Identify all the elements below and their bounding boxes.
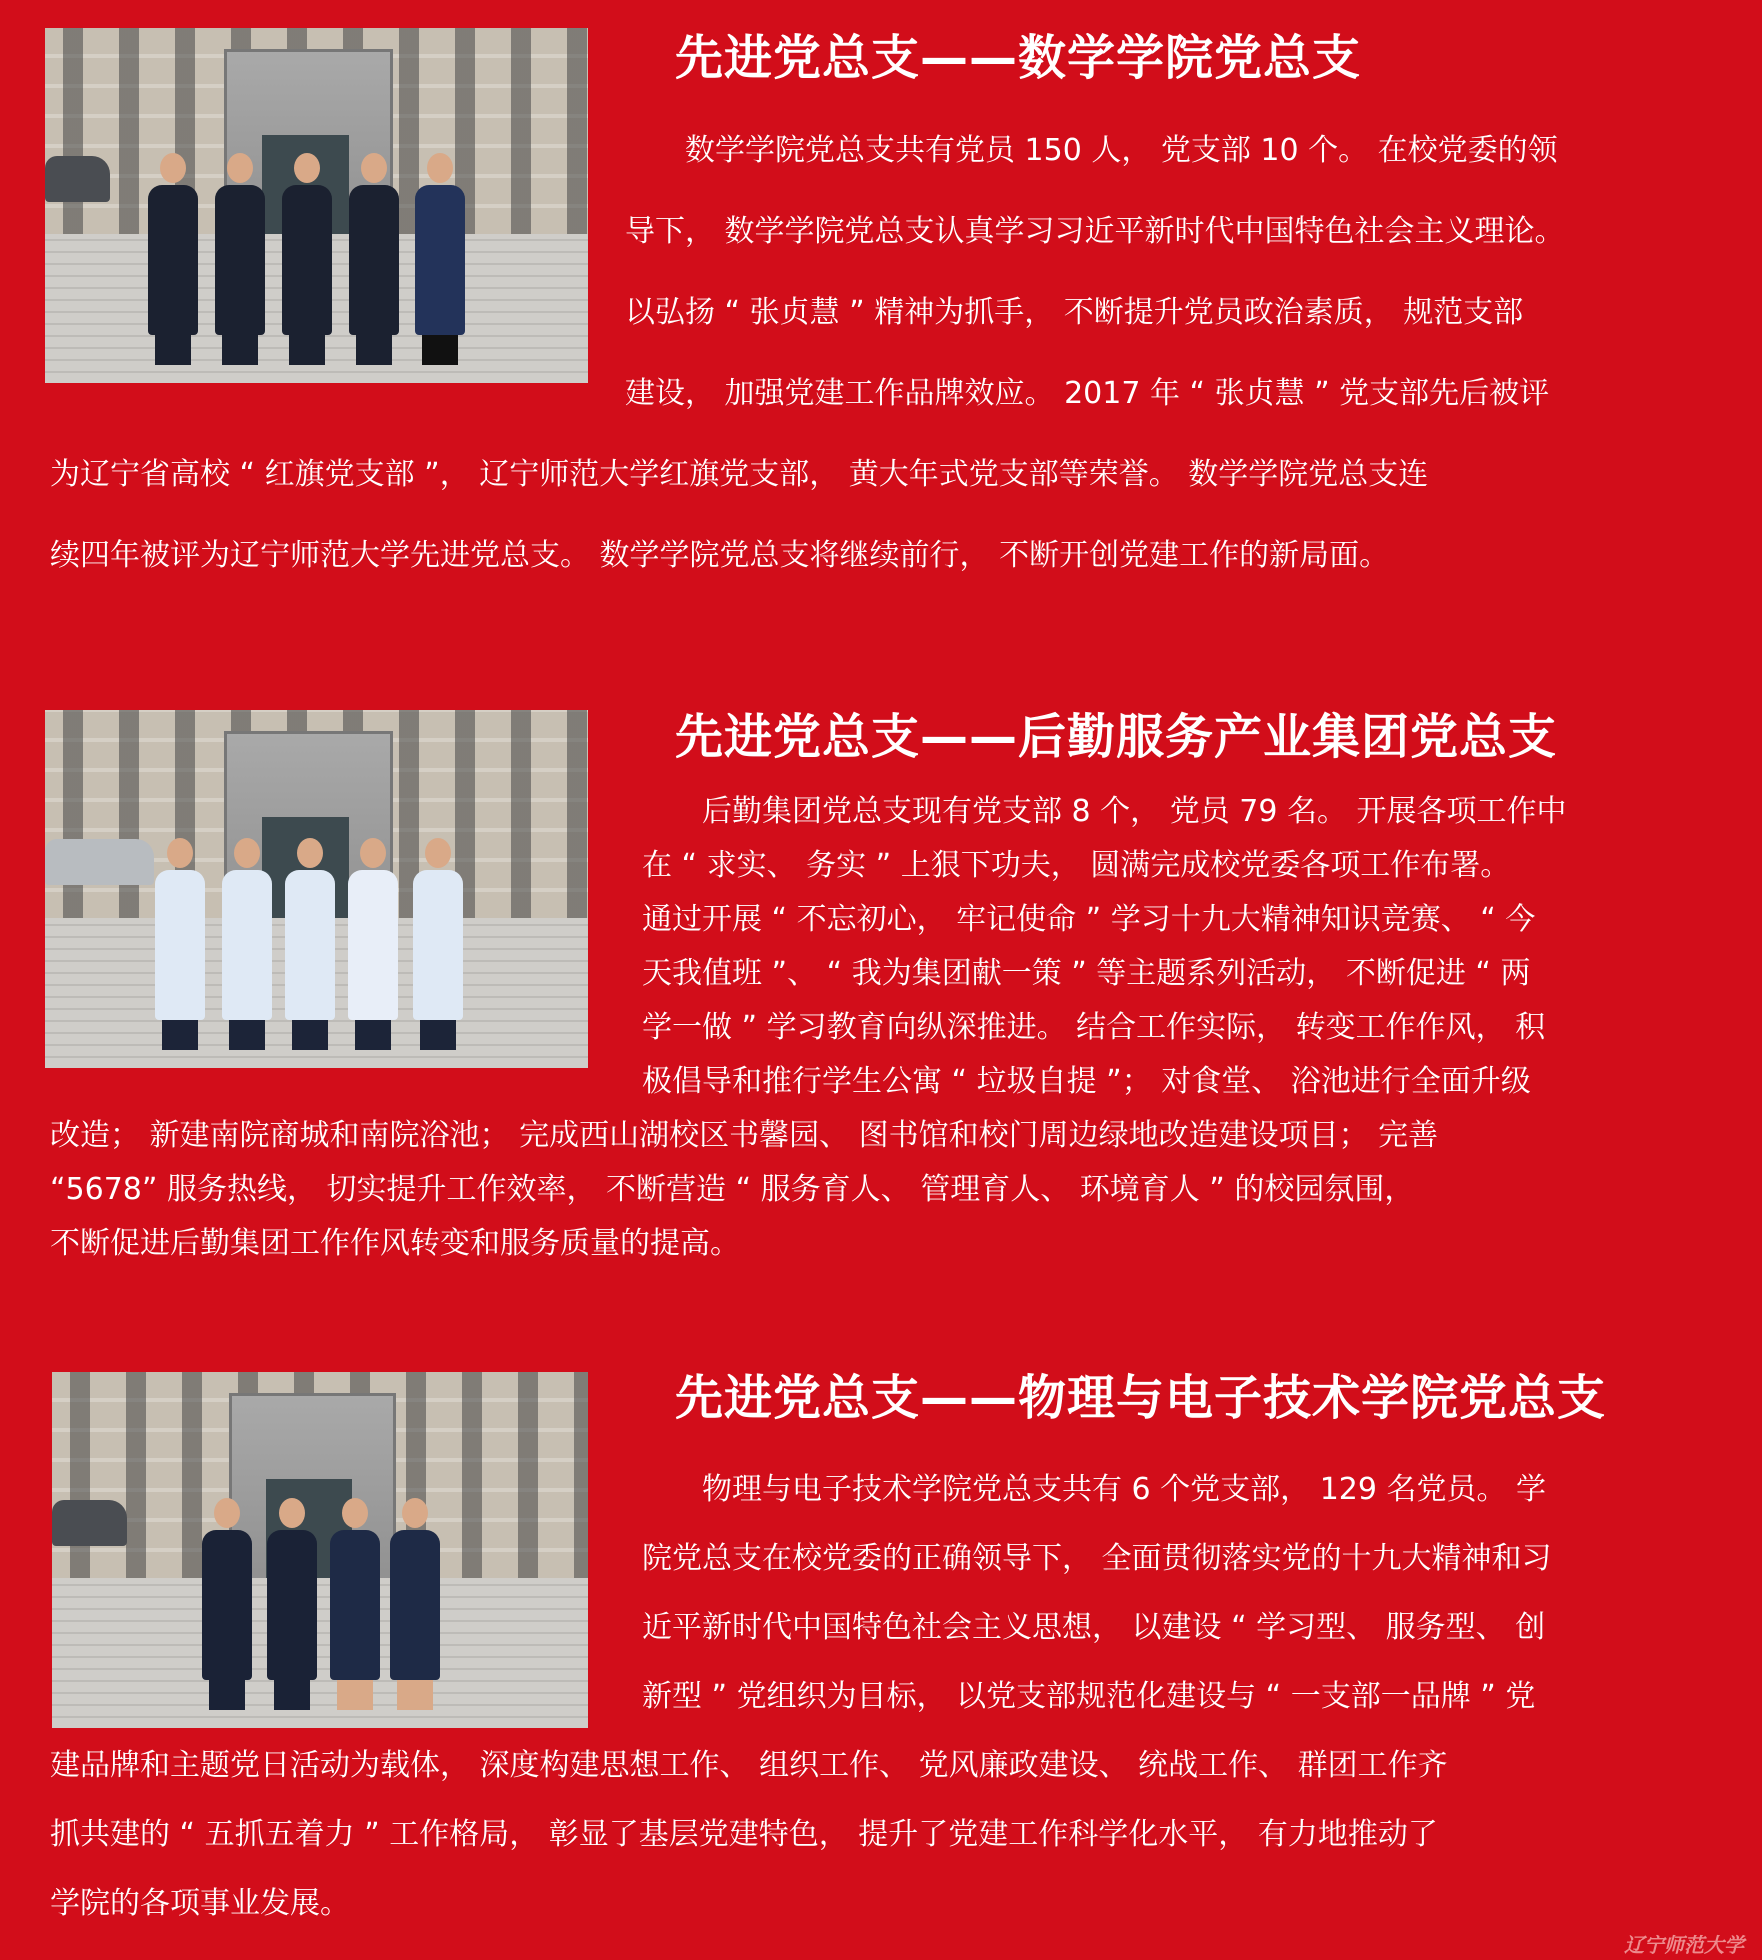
body-line: 导下， 数学学院党总支认真学习习近平新时代中国特色社会主义理论。 — [625, 214, 1565, 249]
body-line: 以弘扬 “ 张贞慧 ” 精神为抓手， 不断提升党员政治素质， 规范支部 — [625, 295, 1524, 330]
body-line: 学一做 ” 学习教育向纵深推进。 结合工作实际， 转变工作作风， 积 — [642, 1010, 1546, 1045]
body-line: 学院的各项事业发展。 — [50, 1886, 350, 1921]
body-line: 建品牌和主题党日活动为载体， 深度构建思想工作、 组织工作、 党风廉政建设、 统战工作、 群团工作齐 — [50, 1748, 1448, 1783]
body-line: 数学学院党总支共有党员 150 人， 党支部 10 个。 在校党委的领 — [625, 133, 1558, 168]
body-line: 不断促进后勤集团工作作风转变和服务质量的提高。 — [50, 1226, 740, 1261]
section-title: 先进党总支——物理与电子技术学院党总支 — [675, 1370, 1607, 1426]
body-line: 新型 ” 党组织为目标， 以党支部规范化建设与 “ 一支部一品牌 ” 党 — [642, 1679, 1536, 1714]
section-title: 先进党总支——数学学院党总支 — [675, 30, 1362, 86]
body-line: 建设， 加强党建工作品牌效应。 2017 年 “ 张贞慧 ” 党支部先后被评 — [625, 376, 1550, 411]
body-line: 院党总支在校党委的正确领导下， 全面贯彻落实党的十九大精神和习 — [642, 1541, 1552, 1576]
body-line: “5678” 服务热线， 切实提升工作效率， 不断营造 “ 服务育人、 管理育人、 环境育人 ” 的校园氛围， — [50, 1172, 1415, 1207]
body-line: 续四年被评为辽宁师范大学先进党总支。 数学学院党总支将继续前行， 不断开创党建工作的新局面。 — [50, 538, 1390, 573]
university-watermark: 辽宁师范大学 — [1624, 1933, 1744, 1957]
body-line: 在 “ 求实、 务实 ” 上狠下功夫， 圆满完成校党委各项工作布署。 — [642, 848, 1511, 883]
body-line: 通过开展 “ 不忘初心， 牢记使命 ” 学习十九大精神知识竞赛、 “ 今 — [642, 902, 1536, 937]
section-body — [50, 1455, 1730, 1938]
body-line: 后勤集团党总支现有党支部 8 个， 党员 79 名。 开展各项工作中 — [642, 794, 1567, 829]
body-line: 物理与电子技术学院党总支共有 6 个党支部， 129 名党员。 学 — [642, 1472, 1547, 1507]
body-line: 抓共建的 “ 五抓五着力 ” 工作格局， 彰显了基层党建特色， 提升了党建工作科学化水平， 有力地推动了 — [50, 1817, 1438, 1852]
body-line: 极倡导和推行学生公寓 “ 垃圾自提 ”； 对食堂、 浴池进行全面升级 — [642, 1064, 1531, 1099]
section-title: 先进党总支——后勤服务产业集团党总支 — [675, 709, 1558, 765]
body-line: 天我值班 ”、 “ 我为集团献一策 ” 等主题系列活动， 不断促进 “ 两 — [642, 956, 1531, 991]
body-line: 改造； 新建南院商城和南院浴池； 完成西山湖校区书馨园、 图书馆和校门周边绿地改造建设项目； 完善 — [50, 1118, 1439, 1153]
body-line: 近平新时代中国特色社会主义思想， 以建设 “ 学习型、 服务型、 创 — [642, 1610, 1546, 1645]
body-line: 为辽宁省高校 “ 红旗党支部 ”， 辽宁师范大学红旗党支部， 黄大年式党支部等荣誉。 数学学院党总支连 — [50, 457, 1429, 492]
